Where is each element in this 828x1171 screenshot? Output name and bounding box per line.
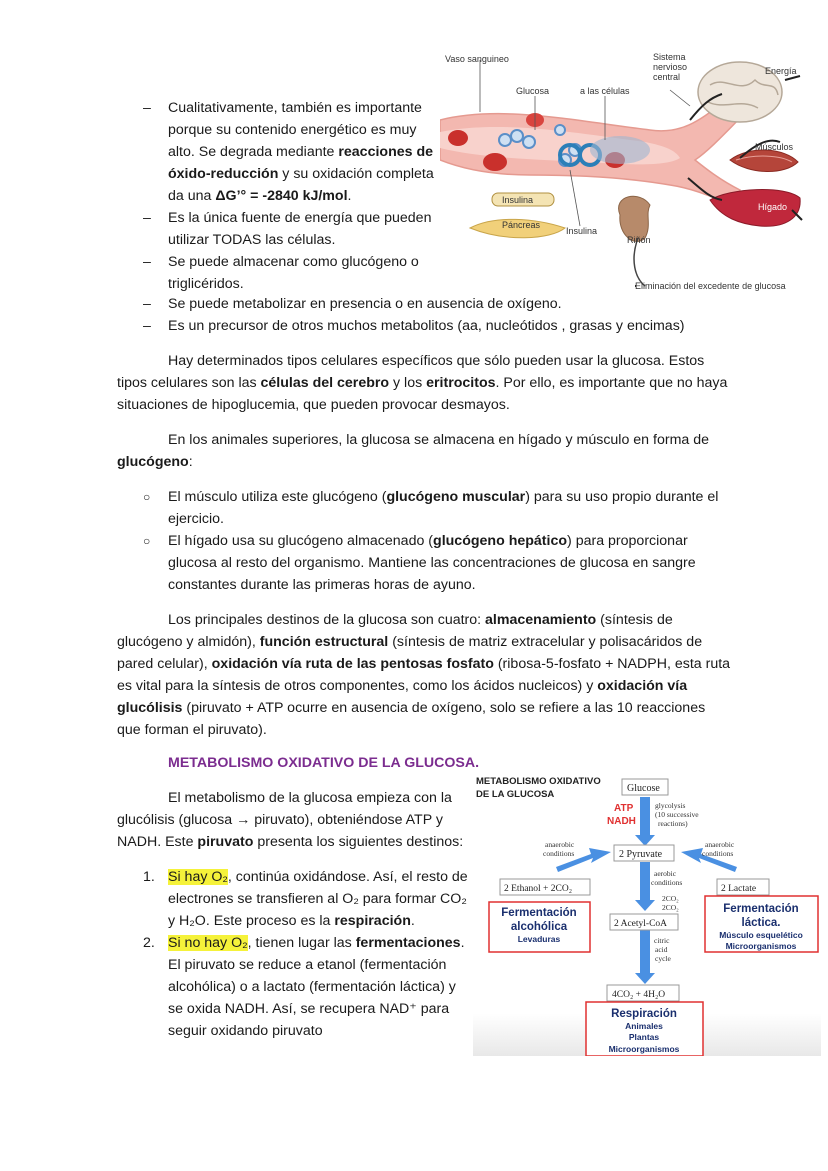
item2-line-3: alcohólica) o a lactato (fermentación láctica) y xyxy=(168,979,456,995)
bullet-liver-text: El hígado usa su glucógeno almacenado ( xyxy=(168,533,434,549)
final-products-label: 4CO₂ + 4H₂O xyxy=(612,990,666,1000)
bullet-1-period: . xyxy=(347,188,352,204)
para3-bold-pentosas: oxidación vía ruta de las pentosas fosfato xyxy=(211,656,494,672)
para2-bold-glucogeno: glucógeno xyxy=(117,454,189,470)
para3-text: glucógeno y almidón), xyxy=(117,634,260,650)
glycolysis-label-1: glycolysis xyxy=(655,801,686,810)
item1-text: , continúa oxidándose. Así, el resto de xyxy=(227,869,468,885)
muscle-icon xyxy=(730,150,798,171)
bullet-1-line-3 xyxy=(168,141,433,163)
bullet-1-bold-2: óxido-reducción xyxy=(168,166,279,182)
ferm-alc-title-2: alcohólica xyxy=(510,921,568,933)
citric-2: acid xyxy=(655,945,668,954)
list-number-2: 2. xyxy=(143,935,155,951)
section-title: METABOLISMO OXIDATIVO DE LA GLUCOSA. xyxy=(168,755,480,771)
acetyl-coa-label: 2 Acetyl-CoA xyxy=(614,919,668,929)
para3-line-2 xyxy=(117,631,702,653)
label-sistema-l3: central xyxy=(653,72,681,82)
bullet-liver-line-2: glucosa al resto del organismo. Mantiene las concentraciones de glucosa en sangre xyxy=(168,555,696,571)
bullet-muscle-line-1 xyxy=(168,486,718,508)
bullet-1-text-3: da una xyxy=(168,188,216,204)
para3-line-3 xyxy=(117,653,730,675)
ferm-alc-organism: Levaduras xyxy=(517,934,561,944)
co2-acetyl: 2CO₂ xyxy=(662,903,679,912)
atp-label: ATP xyxy=(614,803,634,814)
oxidative-metabolism-diagram xyxy=(473,772,821,1056)
bullet-muscle-bold: glucógeno muscular xyxy=(386,489,526,505)
bullet-3-line-2: triglicéridos. xyxy=(168,276,244,292)
resp-org-2: Plantas xyxy=(628,1032,660,1042)
item2-period: . xyxy=(460,935,465,951)
ferm-alc-title-1: Fermentación xyxy=(501,907,577,919)
item1-bold-respiracion: respiración xyxy=(334,913,411,929)
bullet-1-line-4 xyxy=(168,163,434,185)
bullet-5-line-1: Es un precursor de otros muchos metabolitos (aa, nucleótidos , grasas y encimas) xyxy=(168,318,685,334)
ferm-lac-title-2: láctica. xyxy=(741,917,781,929)
para2-line-2 xyxy=(117,451,193,473)
para3-line-5 xyxy=(117,697,705,719)
lactate-label: 2 Lactate xyxy=(721,884,757,894)
item1-line-3 xyxy=(168,910,415,932)
bullet-1-delta-g: ΔG’° = -2840 kJ/mol xyxy=(215,188,348,204)
diagram-title-line-1: METABOLISMO OXIDATIVO xyxy=(476,776,601,787)
bullet-2-line-1: Es la única fuente de energía que pueden xyxy=(168,210,432,226)
label-rinon: Riñón xyxy=(627,235,651,245)
glucose-label: Glucose xyxy=(627,783,660,794)
aerobic-1: aerobic xyxy=(654,869,677,878)
co2-aerobic: 2CO₂ xyxy=(662,894,679,903)
bullet-1-line-2: porque su contenido energético es muy xyxy=(168,122,417,138)
para1-text-a: tipos celulares son las xyxy=(117,375,261,391)
item1-line-2: electrones se transfieren al O₂ para formar CO₂ xyxy=(168,891,467,907)
bullet-liver-text-2: ) para proporcionar xyxy=(567,533,688,549)
para3-text: (síntesis de matriz extracelular y polisacáridos de xyxy=(388,634,703,650)
resp-org-1: Animales xyxy=(625,1021,663,1031)
para4-line-3 xyxy=(117,831,463,853)
para3-line-4 xyxy=(117,675,687,697)
label-pancreas: Páncreas xyxy=(502,220,541,230)
para1-bold-eritrocitos: eritrocitos xyxy=(426,375,496,391)
anaerobic-right-1: anaerobic xyxy=(705,840,735,849)
para3-bold-estructural: función estructural xyxy=(259,634,389,650)
label-glucosa: Glucosa xyxy=(516,86,550,96)
list-number-1: 1. xyxy=(143,869,155,885)
ferm-lac-organism-2: Microorganismos xyxy=(725,941,797,951)
aerobic-2: conditions xyxy=(651,878,683,887)
bullet-1-line-5 xyxy=(168,185,352,207)
bullet-1-line-1: Cualitativamente, también es importante xyxy=(168,100,422,116)
label-a-celulas: a las células xyxy=(580,86,630,96)
item2-line-2: El piruvato se reduce a etanol (fermentación xyxy=(168,957,447,973)
para3-bold-oxidacion: oxidación vía xyxy=(597,678,688,694)
para1-line-1: Hay determinados tipos celulares específicos que sólo pueden usar la glucosa. Estos xyxy=(168,353,705,369)
para3-line-1 xyxy=(168,609,673,631)
item2-line-1 xyxy=(168,932,465,954)
label-eliminacion: Eliminación del excedente de glucosa xyxy=(635,281,786,291)
circle-bullet-icon: ○ xyxy=(143,534,151,548)
nadh-label: NADH xyxy=(607,816,636,827)
para3-line-6: que forman el piruvato). xyxy=(117,722,267,738)
item2-line-5: seguir oxidando piruvato xyxy=(168,1023,323,1039)
diagram-title-line-2: DE LA GLUCOSA xyxy=(476,789,555,800)
red-cell xyxy=(448,130,468,146)
dash-marker: – xyxy=(143,318,151,334)
bullet-4-line-1: Se puede metabolizar en presencia o en ausencia de oxígeno. xyxy=(168,296,562,312)
citric-3: cycle xyxy=(655,954,671,963)
citric-1: citric xyxy=(654,936,670,945)
item2-line-4: se oxida NADH. Así, se recupera NAD⁺ para xyxy=(168,1001,450,1017)
bullet-1-bold: reacciones de xyxy=(338,144,434,160)
glucose-distribution-figure xyxy=(440,50,810,300)
para2-line-1: En los animales superiores, la glucosa se almacena en hígado y músculo en forma de xyxy=(168,432,710,448)
para3-text: pared celular), xyxy=(117,656,212,672)
dash-marker: – xyxy=(143,210,151,226)
para3-text: Los principales destinos de la glucosa son cuatro: xyxy=(168,612,486,628)
anaerobic-right-2: conditions xyxy=(702,849,734,858)
bullet-muscle-line-2: ejercicio. xyxy=(168,511,224,527)
label-sistema-l2: nervioso xyxy=(653,62,688,72)
para4-bold-piruvato: piruvato xyxy=(197,834,254,850)
para4-text: presenta los siguientes destinos: xyxy=(253,834,464,850)
resp-title: Respiración xyxy=(611,1008,677,1020)
bullet-muscle-text: El músculo utiliza este glucógeno ( xyxy=(168,489,387,505)
pyruvate-label: 2 Pyruvate xyxy=(619,849,663,860)
label-sistema-l1: Sistema xyxy=(653,52,686,62)
para1-line-2 xyxy=(117,372,727,394)
label-higado: Hígado xyxy=(758,202,788,212)
item2-bold-fermentaciones: fermentaciones xyxy=(355,935,461,951)
item1-text-2: y H₂O. Este proceso es la xyxy=(168,913,335,929)
item2-text: , tienen lugar las xyxy=(247,935,356,951)
para1-text-c: y los xyxy=(389,375,427,391)
para1-bold-cerebro: células del cerebro xyxy=(260,375,390,391)
label-vaso: Vaso sanguineo xyxy=(445,54,509,64)
anaerobic-left-1: anaerobic xyxy=(545,840,575,849)
circle-bullet-icon: ○ xyxy=(143,490,151,504)
bullet-liver-bold: glucógeno hepático xyxy=(433,533,568,549)
red-cell xyxy=(483,153,507,171)
dash-marker: – xyxy=(143,254,151,270)
para3-text: (ribosa-5-fosfato + NADPH, esta ruta xyxy=(493,656,731,672)
bullet-3-line-1: Se puede almacenar como glucógeno o xyxy=(168,254,419,270)
bullet-liver-line-1 xyxy=(168,530,688,552)
ferm-lac-organism-1: Músculo esquelético xyxy=(719,930,803,940)
para4-text: NADH. Este xyxy=(117,834,198,850)
anaerobic-left-2: conditions xyxy=(543,849,575,858)
para1-line-3: situaciones de hipoglucemia, que pueden provocar desmayos. xyxy=(117,397,510,413)
label-sistema xyxy=(653,52,690,82)
resp-org-3: Microorganismos xyxy=(608,1044,680,1054)
label-insulina: Insulina xyxy=(566,226,598,236)
dash-marker: – xyxy=(143,296,151,312)
item1-line-1 xyxy=(168,866,468,888)
item1-period: . xyxy=(410,913,415,929)
para4-line-2: glucólisis (glucosa → piruvato), obteniéndose ATP y xyxy=(117,812,443,828)
item1-highlight: Si hay O₂ xyxy=(168,869,228,885)
glycolysis-label-2: (10 successive xyxy=(655,810,699,819)
label-insulina-tag: Insulina xyxy=(502,195,534,205)
bullet-2-line-2: utilizar TODAS las células. xyxy=(168,232,336,248)
glycolysis-label-3: reactions) xyxy=(658,819,688,828)
para3-bold-almacenamiento: almacenamiento xyxy=(485,612,597,628)
dash-marker: – xyxy=(143,100,151,116)
para2-colon: : xyxy=(188,454,193,470)
ethanol-label: 2 Ethanol + 2CO₂ xyxy=(504,884,573,894)
bullet-liver-line-3: constantes durante las primeras horas de ayuno. xyxy=(168,577,476,593)
bullet-1-text-2: y su oxidación completa xyxy=(278,166,434,182)
item2-highlight: Si no hay O₂ xyxy=(168,935,248,951)
label-musculos: Músculos xyxy=(755,142,794,152)
ferm-lac-title-1: Fermentación xyxy=(723,903,799,915)
label-energia: Energía xyxy=(765,66,797,76)
bullet-muscle-text-2: ) para su uso propio durante el xyxy=(525,489,719,505)
para3-bold-glucolisis: glucólisis xyxy=(117,700,183,716)
para4-line-1: El metabolismo de la glucosa empieza con la xyxy=(168,790,452,806)
para3-text: es vital para la síntesis de otros componentes, como los ácidos nucleicos) y xyxy=(117,678,598,694)
para1-text-e: . Por ello, es importante que no haya xyxy=(495,375,728,391)
kidney-ureter xyxy=(634,238,645,286)
glucose-cloud xyxy=(590,136,650,164)
para3-text: (piruvato + ATP ocurre en ausencia de oxígeno, solo se refiere a las 10 reacciones xyxy=(182,700,706,716)
para3-text: (síntesis de xyxy=(596,612,673,628)
bullet-1-text: alto. Se degrada mediante xyxy=(168,144,339,160)
